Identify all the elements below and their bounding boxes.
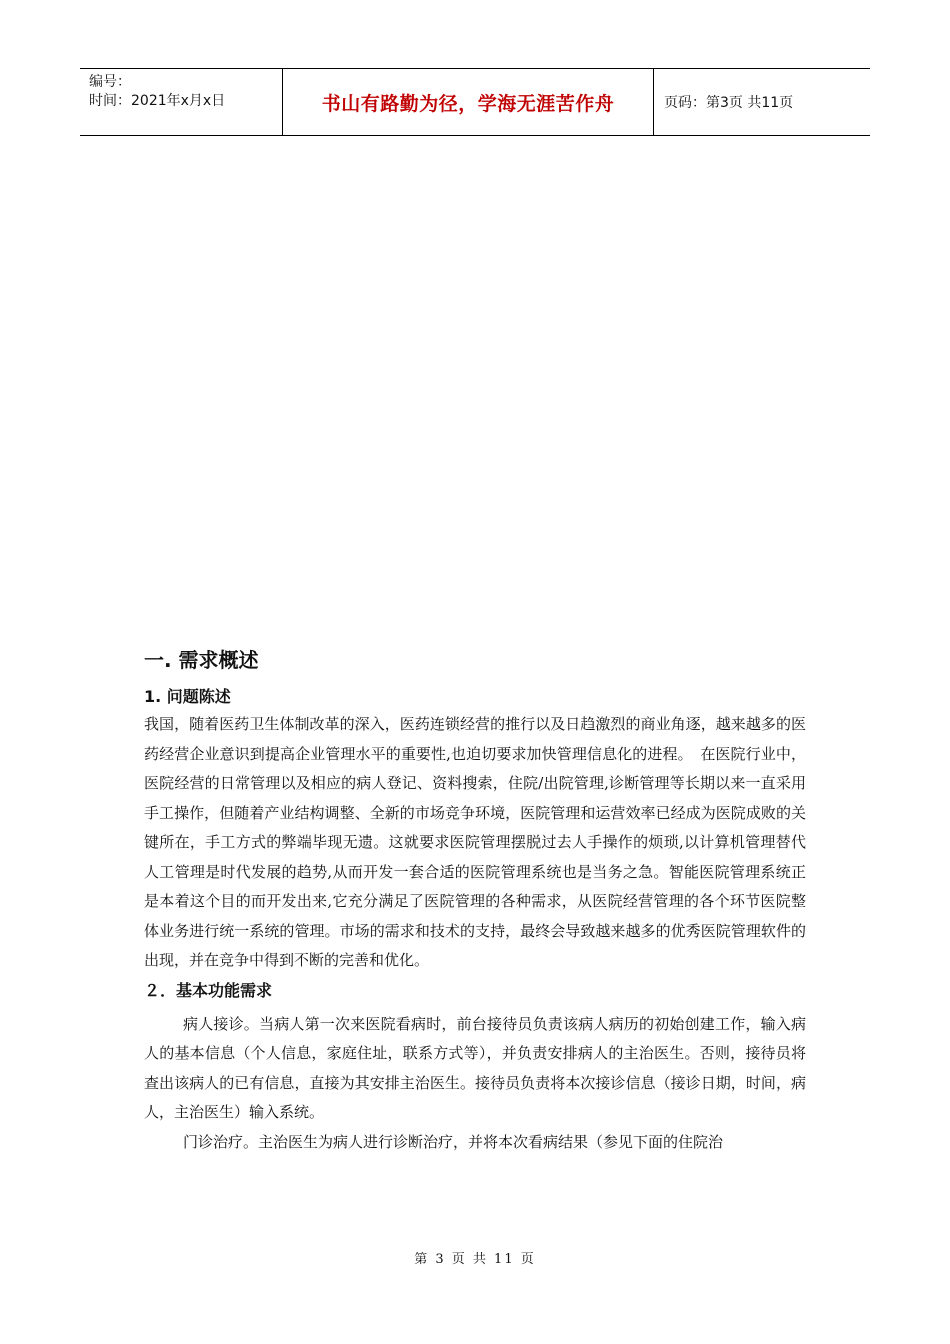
problem-paragraph: 我国，随着医药卫生体制改革的深入，医药连锁经营的推行以及日趋激烈的商业角逐，越来越多的医药经营企业意识到提高企业管理水平的重要性,也迫切要求加快管理信息化的进程。 在医院行业中，医院经营的日常管理以及相应的病人登记、资料搜索，住院/出院管理,诊断管理等长期以来一直采用手工操作，但随着产业结构调整、全新的市场竞争环境，医院管理和运营效率已经成为医院成败的关键所在，手工方式的弊端毕现无遗。这就要求医院管理摆脱过去人手操作的烦琐,以计算机管理替代人工管理是时代发展的趋势,从而开发一套合适的医院管理系统也是当务之急。智能医院管理系统正是本着这个目的而开发出来,它充分满足了医院管理的各种需求，从医院经营管理的各个环节医院整体业务进行统一系统的管理。市场的需求和技术的支持，最终会导致越来越多的优秀医院管理软件的出现，并在竞争中得到不断的完善和优化。 [144,715,806,969]
code-label: 编号： [89,74,131,90]
document-body [144,642,806,1157]
document-header [80,68,870,136]
functions-paragraph-outpatient: 门诊治疗。主治医生为病人进行诊断治疗，并将本次看病结果（参见下面的住院治 [183,1132,724,1151]
subsection-title-functions: ２．基本功能需求 [144,980,273,1000]
header-motto: 书山有路勤为径，学海无涯苦作舟 [282,69,654,135]
section-title: 一. 需求概述 [144,648,259,672]
header-page-info: 页码：第3页 共11页 [664,95,794,111]
header-meta [80,69,282,135]
time-label: 时间：2021年x月x日 [89,93,226,109]
functions-paragraph-reception: 病人接诊。当病人第一次来医院看病时，前台接待员负责该病人病历的初始创建工作，输入病人的基本信息（个人信息，家庭住址，联系方式等），并负责安排病人的主治医生。否则，接待员将查出该病人的已有信息，直接为其安排主治医生。接待员负责将本次接诊信息（接诊日期，时间，病人，主治医生）输入系统。 [144,1014,806,1121]
subsection-title-problem: 1. 问题陈述 [144,687,231,706]
page-footer: 第 3 页 共 11 页 [414,1252,536,1267]
